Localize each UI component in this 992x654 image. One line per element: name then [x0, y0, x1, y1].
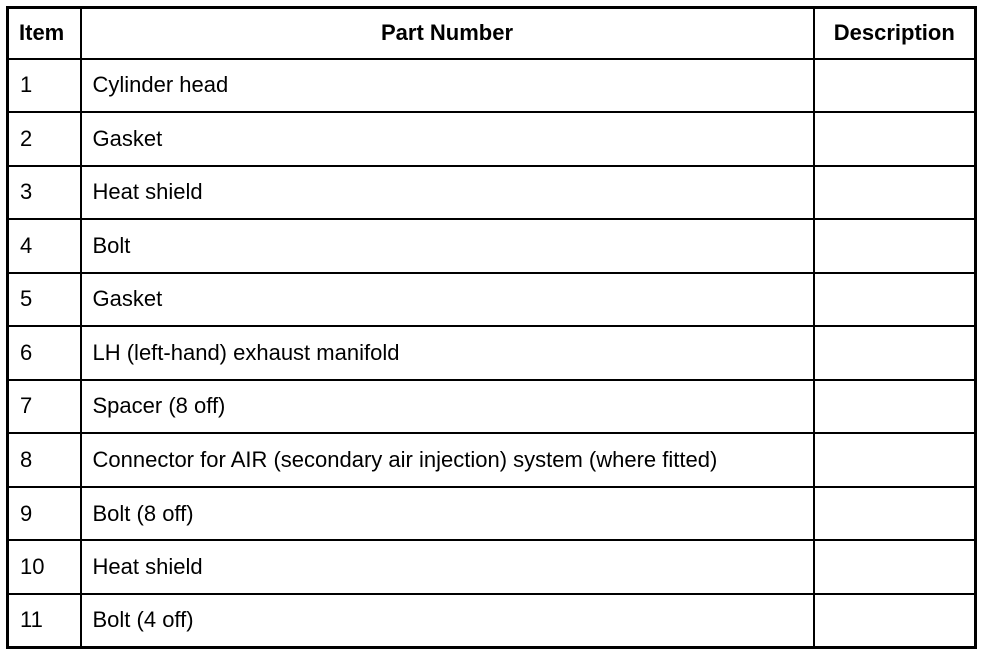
part-cell: Bolt (4 off): [81, 594, 814, 648]
description-cell: [814, 326, 976, 380]
table-row: [8, 166, 976, 220]
header-description: Description: [814, 8, 976, 59]
description-cell: [814, 380, 976, 434]
description-cell: [814, 273, 976, 327]
item-cell: 2: [8, 112, 81, 166]
header-row: [8, 8, 976, 59]
table-row: [8, 380, 976, 434]
part-cell: Heat shield: [81, 540, 814, 594]
item-cell: 8: [8, 433, 81, 487]
table-row: [8, 59, 976, 113]
part-cell: Cylinder head: [81, 59, 814, 113]
part-cell: Spacer (8 off): [81, 380, 814, 434]
header-item: Item: [8, 8, 81, 59]
table-row: [8, 594, 976, 648]
item-cell: 10: [8, 540, 81, 594]
table-header: [8, 8, 976, 59]
item-cell: 7: [8, 380, 81, 434]
description-cell: [814, 219, 976, 273]
description-cell: [814, 540, 976, 594]
item-cell: 4: [8, 219, 81, 273]
part-cell: Heat shield: [81, 166, 814, 220]
description-cell: [814, 166, 976, 220]
part-cell: Connector for AIR (secondary air injection) system (where fitted): [81, 433, 814, 487]
table-row: [8, 273, 976, 327]
table-row: [8, 433, 976, 487]
item-cell: 9: [8, 487, 81, 541]
table-row: [8, 326, 976, 380]
table-row: [8, 540, 976, 594]
table-row: [8, 487, 976, 541]
part-cell: Bolt: [81, 219, 814, 273]
description-cell: [814, 433, 976, 487]
item-cell: 6: [8, 326, 81, 380]
description-cell: [814, 594, 976, 648]
part-cell: Gasket: [81, 112, 814, 166]
table-row: [8, 112, 976, 166]
table-body: [8, 59, 976, 648]
part-cell: LH (left-hand) exhaust manifold: [81, 326, 814, 380]
description-cell: [814, 59, 976, 113]
header-part-number: Part Number: [81, 8, 814, 59]
description-cell: [814, 487, 976, 541]
item-cell: 3: [8, 166, 81, 220]
part-cell: Gasket: [81, 273, 814, 327]
description-cell: [814, 112, 976, 166]
item-cell: 5: [8, 273, 81, 327]
part-cell: Bolt (8 off): [81, 487, 814, 541]
table-row: [8, 219, 976, 273]
parts-table: [6, 6, 977, 649]
item-cell: 11: [8, 594, 81, 648]
item-cell: 1: [8, 59, 81, 113]
